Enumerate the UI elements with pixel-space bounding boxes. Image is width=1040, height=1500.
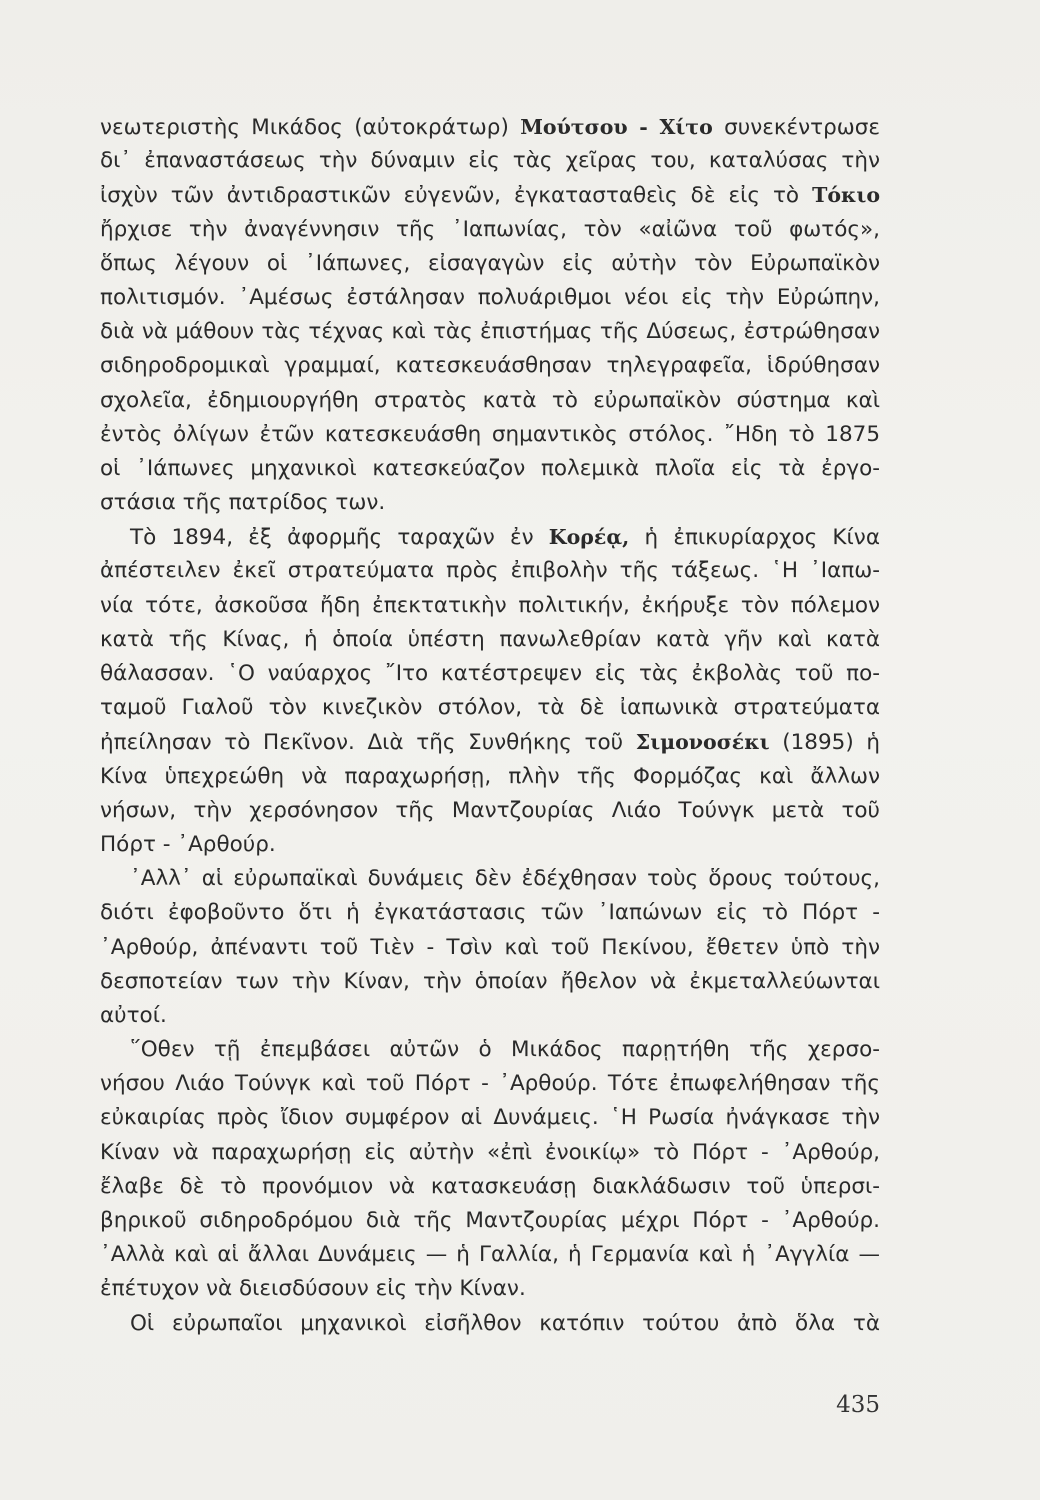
- text-span: ἐπέτυχον νὰ διεισδύσουν εἰς τὴν Κίναν.: [100, 1276, 526, 1302]
- text-span: θάλασσαν. ῾Ο ναύαρχος ῎Ιτο κατέστρεψεν εἰς τὰς ἐκβολὰς τοῦ πο-: [100, 661, 880, 686]
- text-line: [100, 931, 880, 965]
- text-line: [100, 384, 880, 418]
- text-line: [100, 623, 880, 657]
- text-span: ἐντὸς ὀλίγων ἐτῶν κατεσκευάσθη σημαντικὸς στόλος. ῎Ηδη τὸ 1875: [100, 421, 880, 447]
- text-line: [100, 725, 880, 759]
- text-span: ἰσχὺν τῶν ἀντιδραστικῶν εὐγενῶν, ἐγκατασταθεὶς δὲ εἰς τὸ: [100, 183, 813, 209]
- text-span: συνεκέντρωσε: [712, 115, 880, 140]
- text-span: οἱ ᾽Ιάπωνες μηχανικοὶ κατεσκεύαζον πολεμικὰ πλοῖα εἰς τὰ ἐργο-: [100, 455, 880, 481]
- text-span: Οἱ εὐρωπαῖοι μηχανικοὶ εἰσῆλθον κατόπιν τούτου ἀπὸ ὅλα τὰ: [130, 1310, 880, 1336]
- text-line: [100, 1238, 880, 1272]
- text-line: [100, 828, 880, 862]
- text-line: [100, 657, 880, 691]
- text-span: ἔλαβε δὲ τὸ προνόμιον νὰ κατασκευάσῃ διακλάδωσιν τοῦ ὑπερσι-: [100, 1173, 880, 1199]
- text-line: [100, 999, 880, 1033]
- text-line: [100, 1272, 880, 1306]
- text-line: [100, 794, 880, 828]
- text-span: Κίναν νὰ παραχωρήσῃ εἰς αὐτὴν «ἐπὶ ἐνοικίῳ» τὸ Πόρτ - ᾽Αρθούρ,: [100, 1139, 880, 1165]
- text-span: πολιτισμόν. ᾽Αμέσως ἐστάλησαν πολυάριθμοι νέοι εἰς τὴν Εὐρώπην,: [100, 284, 880, 310]
- body-text: [100, 110, 880, 1341]
- text-line: [100, 1170, 880, 1204]
- text-line: [100, 1307, 880, 1341]
- text-span: βηρικοῦ σιδηροδρόμου διὰ τῆς Μαντζουρίας μέχρι Πόρτ - ᾽Αρθούρ.: [100, 1208, 880, 1233]
- text-line: [100, 862, 880, 896]
- text-span: δι᾽ ἐπαναστάσεως τὴν δύναμιν εἰς τὰς χεῖρας του, καταλύσας τὴν: [100, 148, 880, 174]
- text-span: Κίνα ὑπεχρεώθη νὰ παραχωρήσῃ, πλὴν τῆς Φορμόζας καὶ ἄλλων: [100, 763, 880, 789]
- text-span: κατὰ τῆς Κίνας, ἡ ὁποία ὑπέστη πανωλεθρίαν κατὰ γῆν καὶ κατὰ: [100, 626, 880, 652]
- text-line: [100, 554, 880, 588]
- text-line: [100, 1067, 880, 1101]
- text-line: [100, 691, 880, 725]
- text-line: [100, 486, 880, 520]
- bold-term: Σιμονοσέκι: [635, 730, 770, 755]
- text-line: [100, 144, 880, 178]
- text-line: [100, 1033, 880, 1067]
- bold-term: Μούτσου - Χίτο: [520, 115, 713, 139]
- text-span: (1895) ἡ: [769, 730, 880, 756]
- text-span: σχολεῖα, ἐδημιουργήθη στρατὸς κατὰ τὸ εὐρωπαϊκὸν σύστημα καὶ: [100, 387, 880, 413]
- text-line: [100, 110, 880, 144]
- text-span: ᾽Αλλὰ καὶ αἱ ἄλλαι Δυνάμεις — ἡ Γαλλία, ἡ Γερμανία καὶ ἡ ᾽Αγγλία —: [100, 1242, 880, 1268]
- text-line: [100, 589, 880, 623]
- text-span: ἡ ἐπικυρίαρχος Κίνα: [629, 525, 880, 551]
- text-line: [100, 281, 880, 315]
- text-span: ὅπως λέγουν οἱ ᾽Ιάπωνες, εἰσαγαγὼν εἰς αὐτὴν τὸν Εὐρωπαϊκὸν: [100, 250, 880, 276]
- page-number: 435: [836, 1392, 880, 1418]
- text-line: [100, 896, 880, 930]
- text-span: αὐτοί.: [100, 1002, 167, 1028]
- text-line: [100, 315, 880, 349]
- text-span: σιδηροδρομικαὶ γραμμαί, κατεσκευάσθησαν τηλεγραφεῖα, ἱδρύθησαν: [100, 353, 880, 379]
- text-span: νήσου Λιάο Τούνγκ καὶ τοῦ Πόρτ - ᾽Αρθούρ. Τότε ἐπωφελήθησαν τῆς: [100, 1071, 880, 1097]
- text-span: ᾽Αλλ᾽ αἱ εὐρωπαϊκαὶ δυνάμεις δὲν ἐδέχθησαν τοὺς ὅρους τούτους,: [130, 866, 880, 892]
- text-line: [100, 452, 880, 486]
- text-line: [100, 965, 880, 999]
- text-span: στάσια τῆς πατρίδος των.: [100, 490, 386, 516]
- text-line: [100, 760, 880, 794]
- text-span: δεσποτείαν των τὴν Κίναν, τὴν ὁποίαν ἤθελον νὰ ἐκμεταλλεύωνται: [100, 968, 880, 994]
- text-line: [100, 1101, 880, 1135]
- text-span: νεωτεριστὴς Μικάδος (αὐτοκράτωρ): [100, 115, 521, 140]
- text-line: [100, 418, 880, 452]
- text-line: [100, 520, 880, 554]
- text-span: ἠπείλησαν τὸ Πεκῖνον. Διὰ τῆς Συνθήκης τοῦ: [100, 730, 636, 756]
- text-span: ᾽Αρθούρ, ἀπέναντι τοῦ Τιὲν - Τσὶν καὶ τοῦ Πεκίνου, ἔθετεν ὑπὸ τὴν: [100, 934, 880, 960]
- text-line: [100, 1136, 880, 1170]
- bold-term: Τόκιο: [812, 183, 880, 208]
- text-line: [100, 1204, 880, 1238]
- text-line: [100, 247, 880, 281]
- text-span: ταμοῦ Γιαλοῦ τὸν κινεζικὸν στόλον, τὰ δὲ ἰαπωνικὰ στρατεύματα: [100, 695, 880, 721]
- text-span: εὐκαιρίας πρὸς ἴδιον συμφέρον αἱ Δυνάμεις. ῾Η Ρωσία ἠνάγκασε τὴν: [100, 1105, 880, 1131]
- text-line: [100, 178, 880, 212]
- text-span: ἀπέστειλεν ἐκεῖ στρατεύματα πρὸς ἐπιβολὴν τῆς τάξεως. ῾Η ᾽Ιαπω-: [100, 558, 880, 584]
- text-span: ῞Οθεν τῇ ἐπεμβάσει αὐτῶν ὁ Μικάδος παρῃτήθη τῆς χερσο-: [130, 1037, 880, 1063]
- text-span: διὰ νὰ μάθουν τὰς τέχνας καὶ τὰς ἐπιστήμας τῆς Δύσεως, ἐστρώθησαν: [100, 319, 880, 345]
- text-span: νία τότε, ἀσκοῦσα ἤδη ἐπεκτατικὴν πολιτικήν, ἐκήρυξε τὸν πόλεμον: [100, 592, 880, 618]
- text-span: Τὸ 1894, ἐξ ἀφορμῆς ταραχῶν ἐν: [130, 525, 549, 551]
- text-span: νήσων, τὴν χερσόνησον τῆς Μαντζουρίας Λιάο Τούνγκ μετὰ τοῦ: [100, 797, 880, 823]
- text-span: Πόρτ - ᾽Αρθούρ.: [100, 831, 276, 857]
- bold-term: Κορέᾳ,: [548, 525, 630, 550]
- text-line: [100, 349, 880, 383]
- text-line: [100, 213, 880, 247]
- text-span: ἤρχισε τὴν ἀναγέννησιν τῆς ᾽Ιαπωνίας, τὸν «αἰῶνα τοῦ φωτός»,: [100, 216, 880, 242]
- text-span: διότι ἐφοβοῦντο ὅτι ἡ ἐγκατάστασις τῶν ᾽Ιαπώνων εἰς τὸ Πόρτ -: [100, 900, 880, 926]
